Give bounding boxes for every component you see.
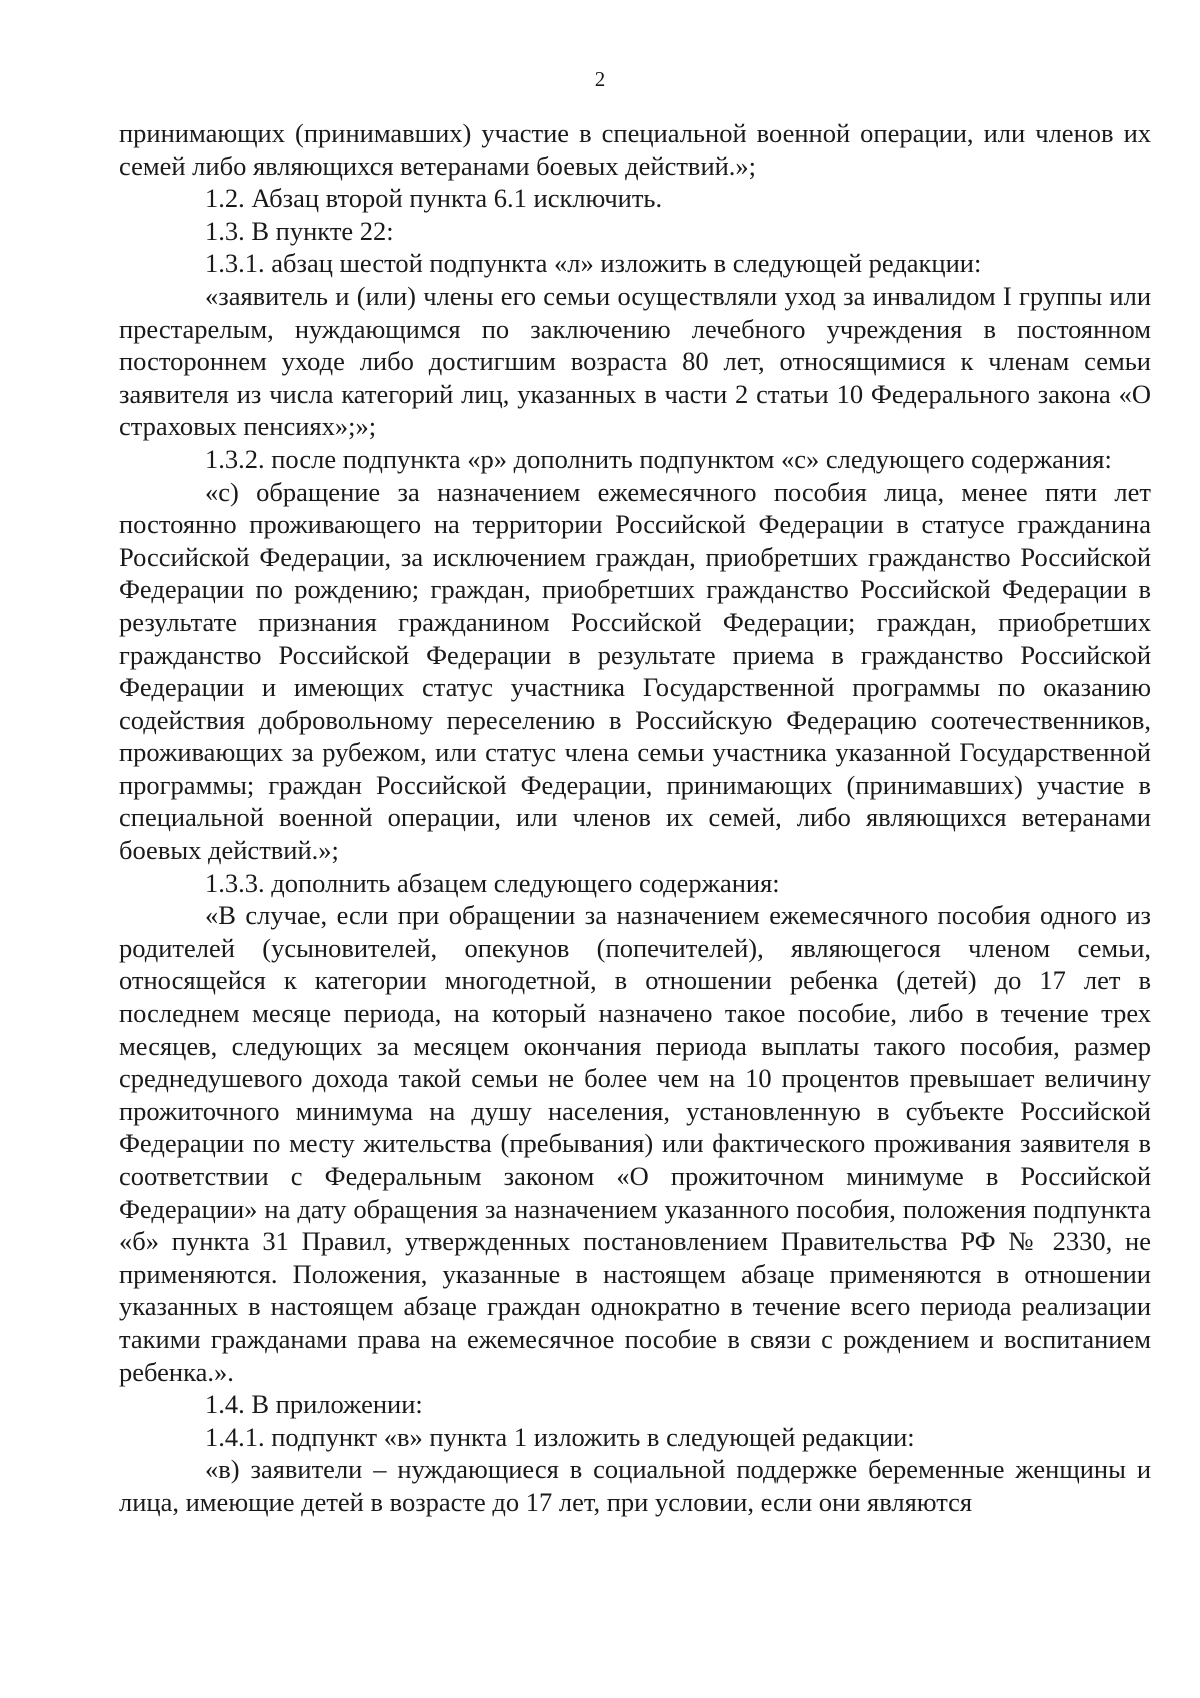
paragraph-1-3: 1.3. В пункте 22: [205,215,394,246]
paragraph-1-4: 1.4. В приложении: [205,1389,423,1420]
paragraph-1-4-1-text: «в) заявители – нуждающиеся в социальной поддержке беременные женщины и лица, имеющие детей в возрасте до 17 лет, при условии, если они являются [119,1454,1151,1517]
document-body [119,117,1151,1519]
paragraph-1-2: 1.2. Абзац второй пункта 6.1 исключить. [205,183,663,214]
paragraph-1-3-3: 1.3.3. дополнить абзацем следующего содержания: [205,867,780,898]
page-number: 2 [594,67,606,91]
paragraph-1-3-1: 1.3.1. абзац шестой подпункта «л» изложить в следующей редакции: [205,248,982,279]
paragraph-1-3-3-text: «В случае, если при обращении за назначением ежемесячного пособия одного из родителей (усыновителей, опекунов (попечителей), являющегося членом семьи, относящейся к категории многодетной, в отношении ребенка (детей) до 17 лет в последнем месяце периода, на который назначено такое пособие, либо в течение трех месяцев, следующих за месяцем окончания периода выплаты такого пособия, размер среднедушевого дохода такой семьи не более чем на 10 процентов превышает величину прожиточного минимума на душу населения, установленную в субъекте Российской Федерации по месту жительства (пребывания) или фактического проживания заявителя в соответствии с Федеральным законом «О прожиточном минимуме в Российской Федерации» на дату обращения за назначением указанного пособия, положения подпункта «б» пункта 31 Правил, утвержденных постановлением Правительства РФ № 2330, не применяются. Положения, указанные в настоящем абзаце применяются в отношении указанных в настоящем абзаце граждан однократно в течение всего периода реализации такими гражданами права на ежемесячное пособие в связи с рождением и воспитанием ребенка.». [119,900,1151,1387]
paragraph-1-3-1-text: «заявитель и (или) члены его семьи осуществляли уход за инвалидом I группы или престарелым, нуждающимся по заключению лечебного учреждения в постоянном постороннем уходе либо достигшим возраста 80 лет, относящимися к членам семьи заявителя из числа категорий лиц, указанных в части 2 статьи 10 Федерального закона «О страховых пенсиях»;»; [119,280,1151,442]
paragraph-1-4-1: 1.4.1. подпункт «в» пункта 1 изложить в следующей редакции: [205,1421,915,1452]
paragraph-1-3-2: 1.3.2. после подпункта «р» дополнить подпунктом «с» следующего содержания: [205,443,1112,474]
paragraph-1-3-2-text: «с) обращение за назначением ежемесячного пособия лица, менее пяти лет постоянно проживающего на территории Российской Федерации в статусе гражданина Российской Федерации, за исключением граждан, приобретших гражданство Российской Федерации по рождению; граждан, приобретших гражданство Российской Федерации в результате признания гражданином Российской Федерации; граждан, приобретших гражданство Российской Федерации в результате приема в гражданство Российской Федерации и имеющих статус участника Государственной программы по оказанию содействия добровольному переселению в Российскую Федерацию соотечественников, проживающих за рубежом, или статус члена семьи участника указанной Государственной программы; граждан Российской Федерации, принимающих (принимавших) участие в специальной военной операции, или членов их семей, либо являющихся ветеранами боевых действий.»; [119,476,1151,866]
paragraph-continuation: принимающих (принимавших) участие в специальной военной операции, или членов их семей либо являющихся ветеранами боевых действий.»; [119,118,1151,181]
